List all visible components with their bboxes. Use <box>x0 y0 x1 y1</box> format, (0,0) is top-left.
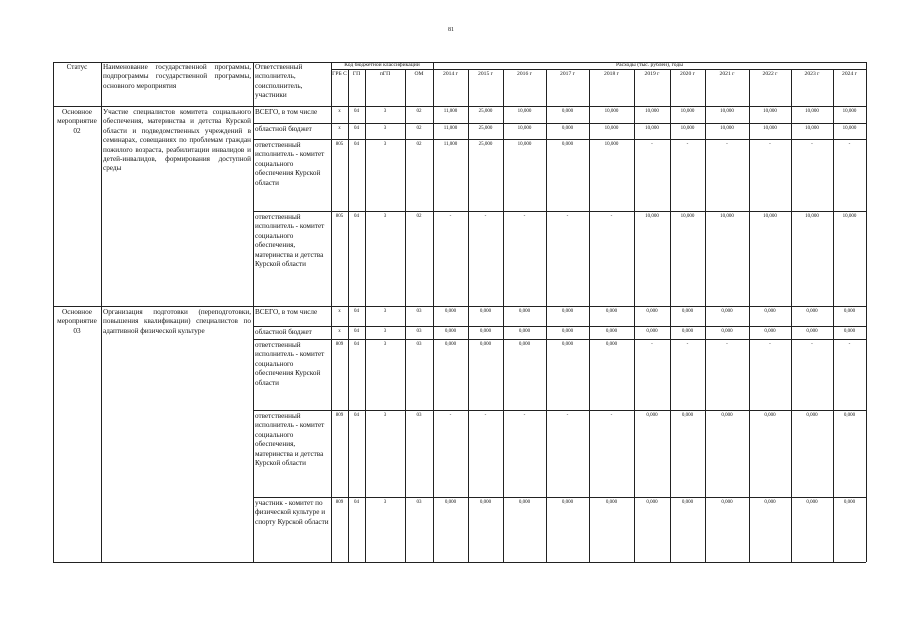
header-expenses: Расходы (тыс. рублей), годы <box>615 62 684 68</box>
row-value: 0,000 <box>444 500 457 505</box>
row-code: 3 <box>383 342 387 347</box>
row-value: - <box>686 342 689 347</box>
row-value: 0,000 <box>561 342 574 347</box>
row-code: 04 <box>354 342 359 347</box>
row-value: 11,000 <box>443 126 458 131</box>
header-status: Статус <box>66 63 88 71</box>
row-value: 11,000 <box>443 142 458 147</box>
row-executor: областной бюджет <box>255 125 312 133</box>
row-value: 0,000 <box>646 329 658 334</box>
header-year: 2018 г <box>604 71 619 77</box>
row-value: 10,000 <box>680 214 695 219</box>
row-value: - <box>484 413 487 418</box>
row-code: 04 <box>354 413 359 418</box>
row-value: 0,000 <box>518 342 531 347</box>
row-value: 0,000 <box>605 309 618 314</box>
row-code: 3 <box>383 309 387 314</box>
row-value: - <box>449 214 452 219</box>
row-value: 10,000 <box>517 126 532 131</box>
header-year: 2022 г <box>762 71 778 77</box>
row-value: - <box>811 142 813 147</box>
row-value: 10,000 <box>645 126 659 131</box>
row-code: 03 <box>416 309 422 314</box>
row-value: 0,000 <box>646 309 658 314</box>
row-code: 04 <box>354 126 359 131</box>
row-value: 0,000 <box>561 500 574 505</box>
row-code: 03 <box>416 342 422 347</box>
header-code-col: ГРБ С <box>332 71 347 77</box>
grid-line <box>253 339 866 340</box>
grid-line <box>253 123 866 124</box>
row-value: 10,000 <box>805 214 819 219</box>
row-value: 0,000 <box>721 413 733 418</box>
header-year: 2024 г <box>842 71 857 77</box>
row-code: 02 <box>416 109 422 114</box>
row-value: - <box>651 142 653 147</box>
grid-line <box>53 106 866 107</box>
row-value: 0,000 <box>444 309 457 314</box>
row-value: 10,000 <box>763 109 777 114</box>
row-value: 10,000 <box>763 214 777 219</box>
row-value: 10,000 <box>680 109 695 114</box>
row-value: 0,000 <box>806 413 818 418</box>
row-value: 0,000 <box>843 309 856 314</box>
row-value: 0,000 <box>806 329 818 334</box>
row-code: 3 <box>383 214 387 219</box>
grid-line <box>101 62 102 562</box>
block-name: Участие специалистов комитета социального обеспечения, материнства и детства Курской области и подведомственных учреждений в семинарах, совещаниях по проблемам граждан пожилого возраста, реабилитации инвалидов и детей-инвалидов, формирования доступной среды <box>103 108 251 173</box>
grid-line <box>866 62 867 562</box>
row-value: - <box>686 142 689 147</box>
row-code: 805 <box>335 214 344 219</box>
grid-line <box>53 306 866 307</box>
row-value: 10,000 <box>763 126 777 131</box>
row-value: 10,000 <box>604 109 619 114</box>
row-executor: ВСЕГО, в том числе <box>255 308 318 316</box>
row-code: 04 <box>354 214 359 219</box>
row-code: 02 <box>416 142 422 147</box>
row-code: 3 <box>383 142 387 147</box>
row-code: 3 <box>383 413 387 418</box>
row-value: 0,000 <box>721 309 733 314</box>
row-value: 0,000 <box>479 309 492 314</box>
row-code: х <box>338 309 341 314</box>
row-value: 10,000 <box>805 109 819 114</box>
row-value: 0,000 <box>479 329 492 334</box>
row-value: 0,000 <box>646 413 658 418</box>
row-value: 10,000 <box>720 126 734 131</box>
row-value: - <box>566 214 569 219</box>
row-code: х <box>338 126 341 131</box>
row-value: 0,000 <box>843 500 856 505</box>
row-value: 0,000 <box>518 309 531 314</box>
row-value: 0,000 <box>721 329 733 334</box>
row-value: 0,000 <box>561 109 574 114</box>
block-status: Основное мероприятие 03 <box>57 308 97 335</box>
row-value: 0,000 <box>646 500 658 505</box>
row-value: 10,000 <box>842 126 857 131</box>
row-value: 10,000 <box>680 126 695 131</box>
row-value: 10,000 <box>842 109 857 114</box>
row-executor: ВСЕГО, в том числе <box>255 108 318 116</box>
row-executor: ответственный исполнитель - комитет социального обеспечения, материнства и детства Курской области <box>255 412 325 468</box>
row-code: 04 <box>354 309 359 314</box>
row-value: 10,000 <box>604 126 619 131</box>
row-value: - <box>769 342 771 347</box>
row-value: 0,000 <box>806 309 818 314</box>
row-code: 3 <box>383 126 387 131</box>
grid-line <box>53 562 866 563</box>
row-code: 02 <box>416 214 422 219</box>
row-value: 0,000 <box>681 309 694 314</box>
row-value: 0,000 <box>764 329 776 334</box>
row-value: 0,000 <box>479 500 492 505</box>
row-value: 10,000 <box>720 109 734 114</box>
row-executor: ответственный исполнитель - комитет социального обеспечения Курской области <box>255 341 325 387</box>
row-executor: участник - комитет по физической культуре и спорту Курской области <box>255 499 329 526</box>
row-value: 0,000 <box>605 500 618 505</box>
grid-line <box>253 497 866 498</box>
row-value: 25,000 <box>478 109 493 114</box>
header-code-col: ОМ <box>414 71 424 77</box>
grid-line <box>253 211 866 212</box>
row-value: 0,000 <box>764 413 776 418</box>
row-code: 03 <box>416 413 422 418</box>
row-value: 0,000 <box>518 329 531 334</box>
grid-line <box>331 69 866 70</box>
header-year: 2021 г <box>719 71 735 77</box>
row-code: х <box>338 329 341 334</box>
row-executor: ответственный исполнитель - комитет социального обеспечения Курской области <box>255 141 325 187</box>
row-value: 0,000 <box>764 309 776 314</box>
row-value: - <box>726 142 728 147</box>
grid-line <box>253 326 866 327</box>
row-value: 0,000 <box>843 329 856 334</box>
row-value: - <box>449 413 452 418</box>
row-value: 0,000 <box>444 342 457 347</box>
row-value: 0,000 <box>764 500 776 505</box>
header-year: 2023 г <box>804 71 820 77</box>
row-value: 10,000 <box>842 214 857 219</box>
header-code-col: пГП <box>379 71 391 77</box>
row-code: 04 <box>354 329 359 334</box>
row-code: х <box>338 109 341 114</box>
row-code: 809 <box>335 500 344 505</box>
row-value: 10,000 <box>720 214 734 219</box>
row-value: 11,000 <box>443 109 458 114</box>
row-value: 0,000 <box>681 413 694 418</box>
row-value: 0,000 <box>605 329 618 334</box>
row-code: 04 <box>354 109 359 114</box>
row-value: 0,000 <box>444 329 457 334</box>
header-year: 2014 г <box>443 71 458 77</box>
row-value: 0,000 <box>605 342 618 347</box>
header-year: 2017 г <box>560 71 575 77</box>
row-code: 3 <box>383 109 387 114</box>
row-value: - <box>811 342 813 347</box>
row-code: 04 <box>354 500 359 505</box>
row-value: 25,000 <box>478 126 493 131</box>
grid-line <box>253 62 254 562</box>
header-code-col: ГП <box>352 71 361 77</box>
row-value: - <box>484 214 487 219</box>
row-code: 3 <box>383 500 387 505</box>
row-value: 0,000 <box>561 142 574 147</box>
row-value: 0,000 <box>806 500 818 505</box>
header-budget-code: Код бюджетной классификации <box>344 62 420 68</box>
row-value: 10,000 <box>805 126 819 131</box>
page-number: 81 <box>448 27 454 33</box>
row-value: 0,000 <box>721 500 733 505</box>
header-executor: Ответственный исполнитель, соисполнитель, участники <box>255 63 303 100</box>
row-value: - <box>566 413 569 418</box>
row-code: 03 <box>416 329 422 334</box>
row-value: 10,000 <box>645 109 659 114</box>
row-code: 03 <box>416 500 422 505</box>
header-year: 2019 г <box>644 71 660 77</box>
row-value: 10,000 <box>517 142 532 147</box>
row-value: - <box>769 142 771 147</box>
row-code: 02 <box>416 126 422 131</box>
header-year: 2016 г <box>517 71 532 77</box>
row-executor: областной бюджет <box>255 328 312 336</box>
row-value: - <box>848 342 851 347</box>
header-year: 2015 г <box>478 71 493 77</box>
row-value: 0,000 <box>561 309 574 314</box>
row-code: 3 <box>383 329 387 334</box>
grid-line <box>253 139 866 140</box>
row-value: - <box>523 413 526 418</box>
grid-line <box>253 410 866 411</box>
row-value: 10,000 <box>517 109 532 114</box>
row-value: 0,000 <box>561 126 574 131</box>
row-value: - <box>523 214 526 219</box>
row-value: 0,000 <box>843 413 856 418</box>
row-value: 10,000 <box>604 142 619 147</box>
row-value: - <box>610 214 613 219</box>
block-name: Организация подготовки (переподготовки, повышения квалификации) специалистов по адаптивной физической культуре <box>103 308 251 335</box>
row-code: 809 <box>335 342 344 347</box>
header-name: Наименование государственной программы, подпрограммы государственной программы, основного мероприятия <box>103 63 251 90</box>
row-code: 809 <box>335 413 344 418</box>
row-executor: ответственный исполнитель - комитет социального обеспечения, материнства и детства Курской области <box>255 213 325 269</box>
row-value: - <box>610 413 613 418</box>
row-value: 0,000 <box>681 500 694 505</box>
row-value: 0,000 <box>479 342 492 347</box>
row-value: 10,000 <box>645 214 659 219</box>
row-code: 805 <box>335 142 344 147</box>
row-value: 0,000 <box>561 329 574 334</box>
row-value: - <box>726 342 728 347</box>
block-status: Основное мероприятие 02 <box>57 108 97 135</box>
row-value: 0,000 <box>518 500 531 505</box>
row-value: - <box>651 342 653 347</box>
header-year: 2020 г <box>680 71 695 77</box>
row-code: 04 <box>354 142 359 147</box>
row-value: 0,000 <box>681 329 694 334</box>
row-value: - <box>848 142 851 147</box>
row-value: 25,000 <box>478 142 493 147</box>
